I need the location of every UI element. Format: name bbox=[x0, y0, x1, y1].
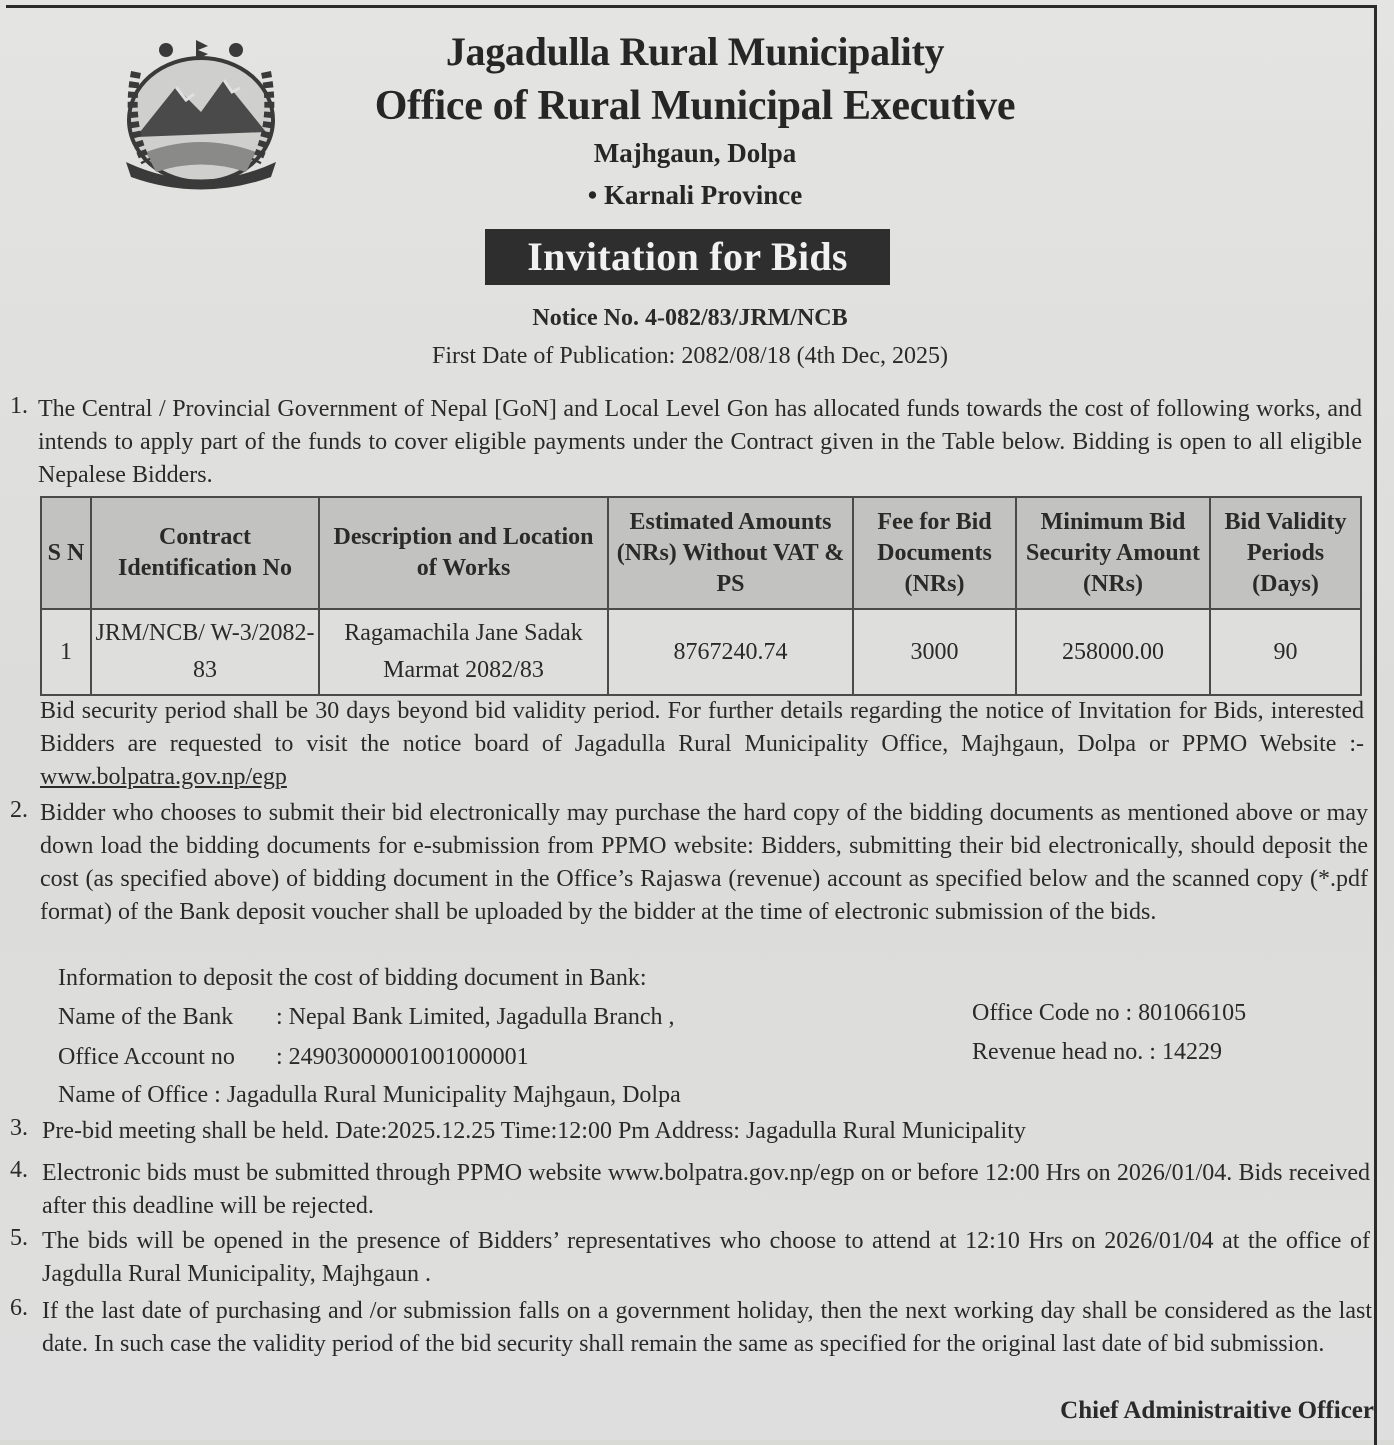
bank-name-label: Name of the Bank bbox=[58, 1004, 234, 1030]
item-number: 6. bbox=[10, 1295, 28, 1321]
cell-sn: 1 bbox=[41, 609, 91, 695]
item-4-text: Electronic bids must be submitted through PPMO website www.bolpatra.gov.np/egp on or before 12:00 Hrs on 2026/01/04. Bids received after this deadline will be rejected. bbox=[42, 1160, 1370, 1219]
item-number: 1. bbox=[10, 393, 28, 419]
col-estimated-amount: Estimated Amounts (NRs) Without VAT & PS bbox=[608, 497, 853, 609]
account-value: : 24903000001001000001 bbox=[276, 1044, 529, 1070]
item-3-text: Pre-bid meeting shall be held. Date:2025.12.25 Time:12:00 Pm Address: Jagadulla Rural Municipality bbox=[42, 1118, 1026, 1144]
item-number: 3. bbox=[10, 1115, 28, 1141]
item-5-text: The bids will be opened in the presence of Bidders’ representatives who choose to attend at 12:10 Hrs on 2026/01/04 at the office of Jagdulla Rural Municipality, Majhgaun . bbox=[42, 1228, 1370, 1287]
signature: Chief Administraitive Officer bbox=[1060, 1397, 1374, 1424]
nepal-emblem-icon bbox=[106, 32, 296, 192]
cell-validity: 90 bbox=[1210, 609, 1361, 695]
cell-bid-security: 258000.00 bbox=[1016, 609, 1210, 695]
item-number: 5. bbox=[10, 1225, 28, 1251]
col-description: Description and Location of Works bbox=[319, 497, 608, 609]
province: • Karnali Province bbox=[587, 180, 803, 210]
office-code: Office Code no : 801066105 bbox=[972, 1000, 1247, 1026]
bids-table bbox=[40, 496, 1362, 696]
title-banner: Invitation for Bids bbox=[485, 229, 890, 285]
bid-security-note bbox=[40, 695, 1364, 794]
item-number: 4. bbox=[10, 1157, 28, 1183]
table-header-row bbox=[41, 497, 1361, 609]
ppmo-link[interactable]: www.bolpatra.gov.np/egp bbox=[40, 764, 287, 790]
office-name: Office of Rural Municipal Executive bbox=[374, 83, 1016, 129]
publication-date: First Date of Publication: 2082/08/18 (4th Dec, 2025) bbox=[432, 343, 948, 369]
bid-security-text: Bid security period shall be 30 days beyond bid validity period. For further details regarding the notice of Invitation for Bids, interested Bidders are requested to visit the notice board of Jagadulla Rural Municipality Office, Majhgaun, Dolpa or PPMO Website :- bbox=[40, 698, 1364, 757]
item-2-text: Bidder who chooses to submit their bid electronically may purchase the hard copy of the bidding documents as mentioned above or may down load the bidding documents for e-submission from PPMO website: Bidders, submitting their bid electronically, should deposit the cost (as specified above) of bidding document in the Office’s Rajaswa (revenue) account as specified below and the scanned copy (*.pdf format) of the Bank deposit voucher shall be uploaded by the bidder at the time of electronic submission of the bids. bbox=[40, 800, 1368, 925]
col-validity: Bid Validity Periods (Days) bbox=[1210, 497, 1361, 609]
revenue-head: Revenue head no. : 14229 bbox=[972, 1039, 1222, 1065]
item-1-text: The Central / Provincial Government of Nepal [GoN] and Local Level Gon has allocated funds towards the cost of following works, and intends to apply part of the funds to cover eligible payments under the Contract given in the Table below. Bidding is open to all eligible Nepalese Bidders. bbox=[38, 396, 1362, 488]
cell-description: Ragamachila Jane Sadak Marmat 2082/83 bbox=[319, 609, 608, 695]
notice-number: Notice No. 4-082/83/JRM/NCB bbox=[532, 305, 848, 331]
cell-contract-id: JRM/NCB/ W-3/2082-83 bbox=[91, 609, 319, 695]
item-number: 2. bbox=[10, 797, 28, 823]
bank-name-value: : Nepal Bank Limited, Jagadulla Branch , bbox=[276, 1004, 675, 1030]
account-label: Office Account no bbox=[58, 1044, 235, 1070]
col-contract-id: Contract Identification No bbox=[91, 497, 319, 609]
col-bid-security: Minimum Bid Security Amount (NRs) bbox=[1016, 497, 1210, 609]
municipality-name: Jagadulla Rural Municipality bbox=[445, 29, 945, 74]
cell-estimated-amount: 8767240.74 bbox=[608, 609, 853, 695]
office-name-info: Name of Office : Jagadulla Rural Municipality Majhgaun, Dolpa bbox=[58, 1082, 681, 1108]
item-6-text: If the last date of purchasing and /or submission falls on a government holiday, then the next working day shall be considered as the last date. In such case the validity period of the bid security shall remain the same as specified for the original last date of bid submission. bbox=[42, 1298, 1372, 1357]
col-fee: Fee for Bid Documents (NRs) bbox=[853, 497, 1016, 609]
cell-fee: 3000 bbox=[853, 609, 1016, 695]
table-row bbox=[41, 609, 1361, 695]
col-sn: S N bbox=[41, 497, 91, 609]
location: Majhgaun, Dolpa bbox=[593, 138, 797, 168]
bank-info-title: Information to deposit the cost of bidding document in Bank: bbox=[58, 965, 647, 991]
